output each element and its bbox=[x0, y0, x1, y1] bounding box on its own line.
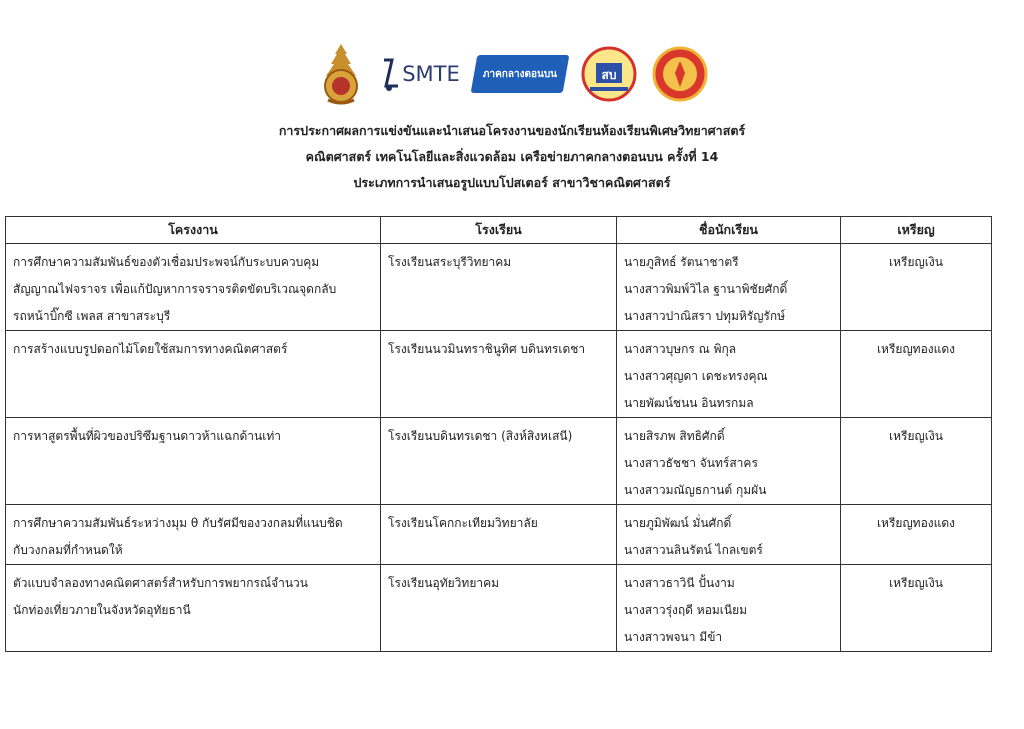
students-cell bbox=[617, 565, 841, 652]
smte-logo-text: SMTE bbox=[402, 62, 460, 86]
column-header-students: ชื่อนักเรียน bbox=[617, 217, 841, 244]
column-header-school: โรงเรียน bbox=[381, 217, 617, 244]
project-line: กับวงกลมที่กำหนดให้ bbox=[13, 543, 123, 557]
project-line: ตัวแบบจำลองทางคณิตศาสตร์สำหรับการพยากรณ์จำนวน bbox=[13, 576, 308, 590]
student-name: นางสาวพิมพ์วิไล ฐานาพิชัยศักดิ์ bbox=[624, 282, 788, 296]
heading-line-3: ประเภทการนำเสนอรูปแบบโปสเตอร์ สาขาวิชาคณิตศาสตร์ bbox=[353, 175, 671, 190]
svg-text:สบ: สบ bbox=[601, 68, 617, 82]
student-name: นางสาวนลินรัตน์ ไกลเขตร์ bbox=[624, 543, 763, 557]
student-name: นายภูมิพัฒน์ มั่นศักดิ์ bbox=[624, 516, 732, 530]
students-cell bbox=[617, 244, 841, 331]
logo-strip bbox=[0, 40, 1024, 108]
column-header-project: โครงงาน bbox=[6, 217, 381, 244]
medal-cell: เหรียญทองแดง bbox=[841, 331, 992, 418]
project-cell bbox=[6, 331, 381, 418]
student-name: นางสาวรุ่งฤดี หอมเนียม bbox=[624, 603, 748, 617]
medal-cell: เหรียญเงิน bbox=[841, 244, 992, 331]
student-name: นายพัฒน์ชนน อินทรกมล bbox=[624, 396, 754, 410]
smte-logo bbox=[380, 54, 460, 94]
project-cell bbox=[6, 418, 381, 505]
medal-cell: เหรียญทองแดง bbox=[841, 505, 992, 565]
heading-line-1: การประกาศผลการแข่งขันและนำเสนอโครงงานของนักเรียนห้องเรียนพิเศษวิทยาศาสตร์ bbox=[278, 123, 746, 138]
student-name: นางสาวธัชชา จันทร์สาคร bbox=[624, 456, 758, 470]
student-name: นางสาวพจนา มีข้า bbox=[624, 630, 723, 644]
school-cell: โรงเรียนสระบุรีวิทยาคม bbox=[381, 244, 617, 331]
school-cell: โรงเรียนบดินทรเดชา (สิงห์สิงหเสนี) bbox=[381, 418, 617, 505]
student-name: นางสาวธาวินี ปั้นงาม bbox=[624, 576, 735, 590]
school-cell: โรงเรียนโคกกะเทียมวิทยาลัย bbox=[381, 505, 617, 565]
ministry-emblem-logo bbox=[316, 42, 366, 106]
project-line: นักท่องเที่ยวภายในจังหวัดอุทัยธานี bbox=[13, 603, 191, 617]
medal-cell: เหรียญเงิน bbox=[841, 565, 992, 652]
table-row bbox=[6, 418, 992, 505]
student-name: นางสาวมณัญธกานต์ กุมผัน bbox=[624, 483, 767, 497]
table-row bbox=[6, 565, 992, 652]
table-row bbox=[6, 244, 992, 331]
student-name: นางสาวบุษกร ณ พิกุล bbox=[624, 342, 737, 356]
heading-line-2: คณิตศาสตร์ เทคโนโลยีและสิ่งแวดล้อม เครือข่ายภาคกลางตอนบน ครั้งที่ 14 bbox=[305, 149, 719, 164]
project-line: การศึกษาความสัมพันธ์ของตัวเชื่อมประพจน์กับระบบควบคุม bbox=[13, 255, 320, 269]
table-header-row bbox=[6, 217, 992, 244]
school-cell: โรงเรียนนวมินทราชินูทิศ บดินทรเดชา bbox=[381, 331, 617, 418]
project-cell bbox=[6, 565, 381, 652]
school-cell: โรงเรียนอุทัยวิทยาคม bbox=[381, 565, 617, 652]
table-row bbox=[6, 331, 992, 418]
students-cell bbox=[617, 505, 841, 565]
student-name: นายสิรภพ สิทธิศักดิ์ bbox=[624, 429, 725, 443]
table-row bbox=[6, 505, 992, 565]
project-line: การสร้างแบบรูปดอกไม้โดยใช้สมการทางคณิตศาสตร์ bbox=[13, 342, 288, 356]
project-line: สัญญาณไฟจราจร เพื่อแก้ปัญหาการจราจรติดขัดบริเวณจุดกลับ bbox=[13, 282, 337, 296]
school-emblem-logo bbox=[580, 45, 638, 103]
project-cell bbox=[6, 244, 381, 331]
project-line: การหาสูตรพื้นที่ผิวของปริซึมฐานดาวห้าแฉกด้านเท่า bbox=[13, 429, 281, 443]
student-name: นายภูสิทธ์ รัตนาชาตรี bbox=[624, 255, 739, 269]
student-name: นางสาวศุญดา เดชะทรงคุณ bbox=[624, 369, 768, 383]
project-cell bbox=[6, 505, 381, 565]
medal-cell: เหรียญเงิน bbox=[841, 418, 992, 505]
column-header-medal: เหรียญ bbox=[841, 217, 992, 244]
students-cell bbox=[617, 331, 841, 418]
student-name: นางสาวปาณิสรา ปทุมหิรัญรักษ์ bbox=[624, 309, 786, 323]
network-banner-text: ภาคกลางตอนบน bbox=[482, 68, 557, 80]
announcement-headings bbox=[0, 118, 1024, 196]
results-table bbox=[5, 216, 992, 652]
project-line: รถหน้าบิ๊กซี เพลส สาขาสระบุรี bbox=[13, 309, 171, 323]
project-line: การศึกษาความสัมพันธ์ระหว่างมุม θ กับรัศมีของวงกลมที่แนบชิด bbox=[13, 516, 343, 530]
red-round-emblem-logo bbox=[652, 46, 708, 102]
students-cell bbox=[617, 418, 841, 505]
network-banner-logo bbox=[470, 55, 569, 93]
